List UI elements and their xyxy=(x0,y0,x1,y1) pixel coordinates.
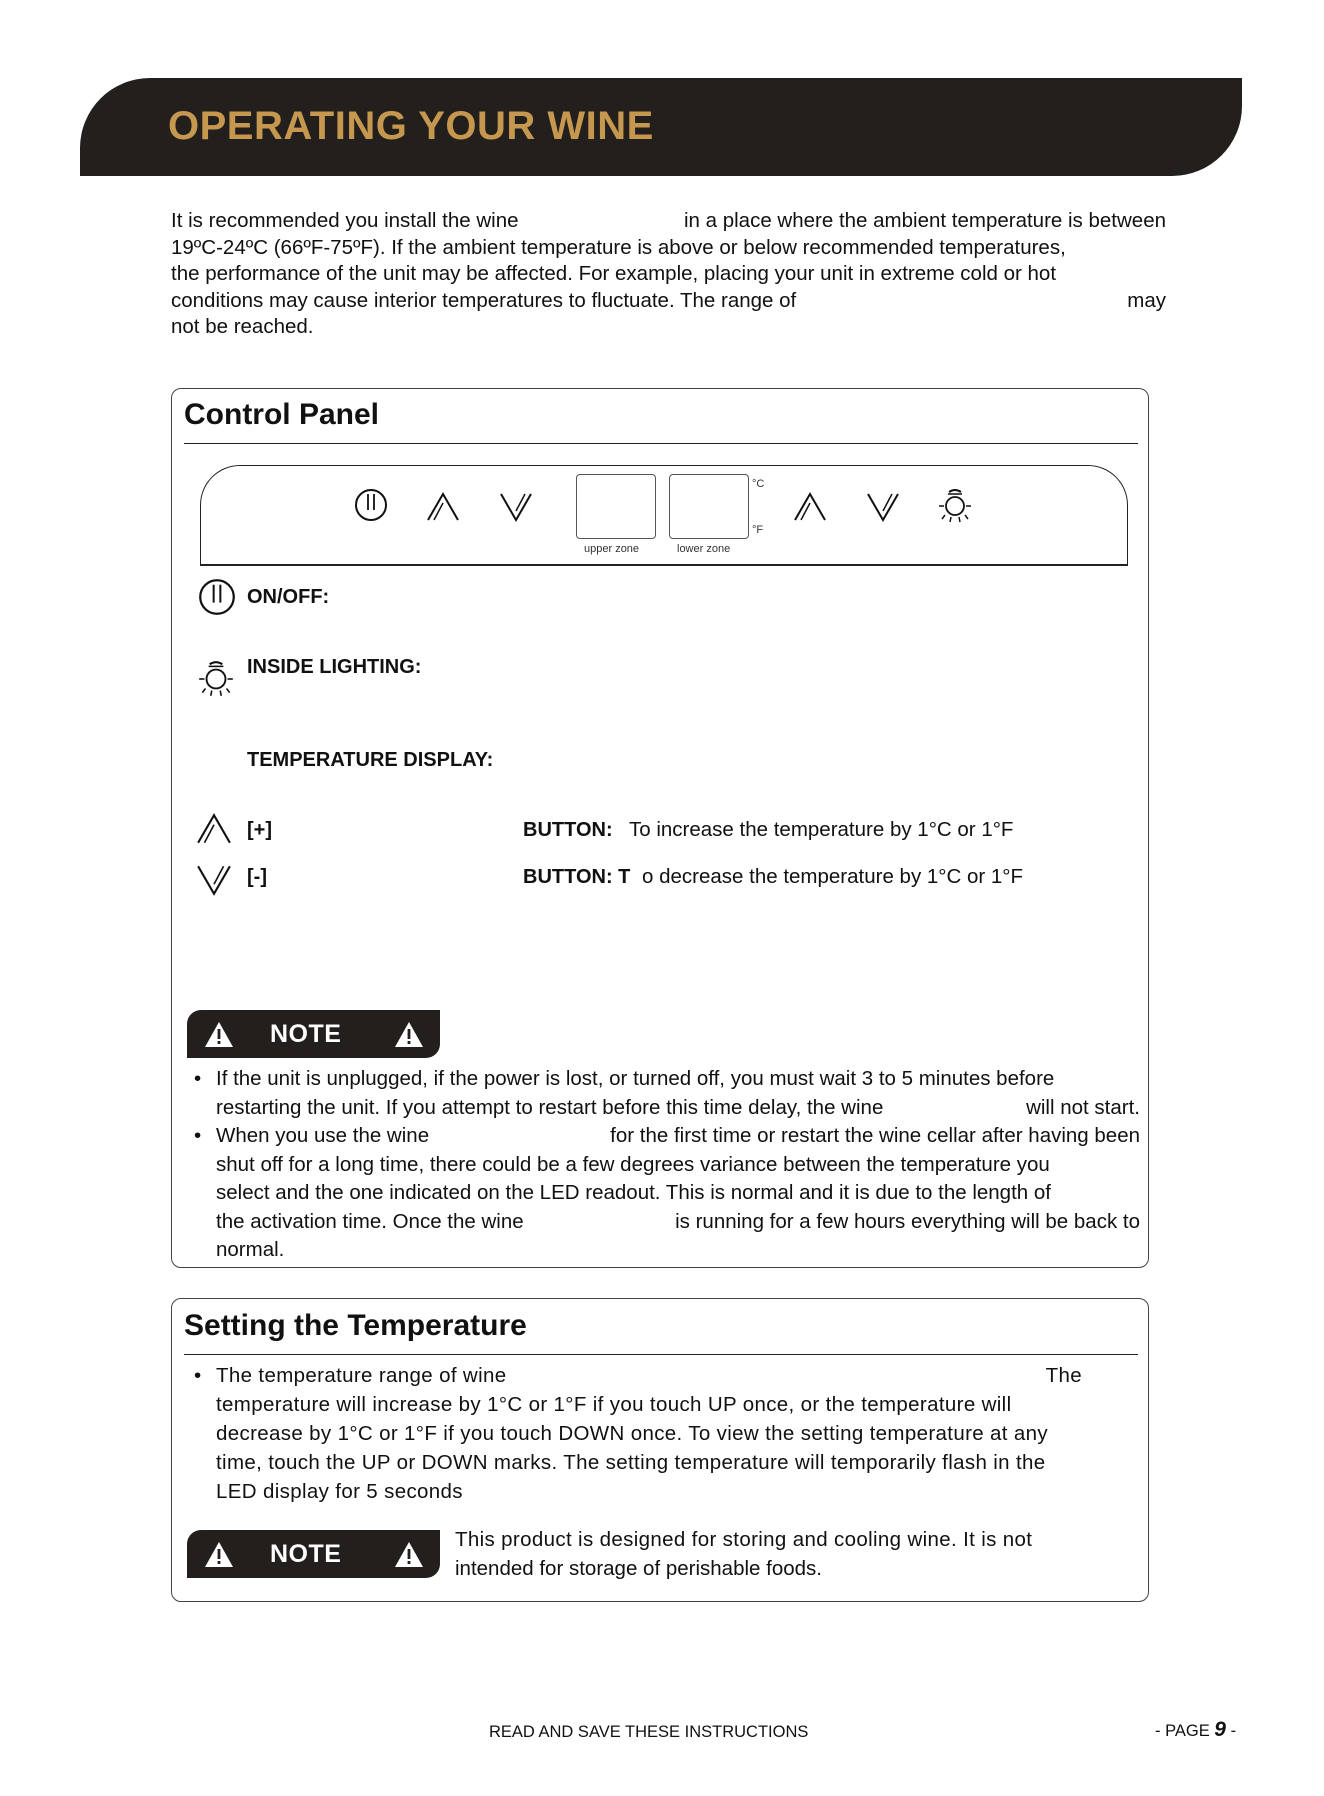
minus-description: o decrease the temperature by 1°C or 1°F xyxy=(642,865,1024,888)
note-label: NOTE xyxy=(270,1539,342,1568)
celsius-label: °C xyxy=(752,478,765,490)
list-item-line: the activation time. Once the wine is running for a few hours everything will be back to xyxy=(216,1209,1140,1233)
warning-icon xyxy=(204,1021,234,1048)
lower-zone-label: lower zone xyxy=(677,543,731,555)
warning-icon xyxy=(204,1541,234,1568)
power-icon xyxy=(198,578,236,616)
list-item: • When you use the wine for the first time or restart the wine cellar after having been xyxy=(194,1124,1140,1147)
intro-line: conditions may cause interior temperatures to fluctuate. The range of may xyxy=(171,288,1166,312)
list-item-line: shut off for a long time, there could be a few degrees variance between the temperature you xyxy=(216,1152,1050,1176)
onoff-label: ON/OFF: xyxy=(247,586,330,608)
footer-instructions: READ AND SAVE THESE INSTRUCTIONS xyxy=(489,1723,809,1741)
plus-description: To increase the temperature by 1°C or 1°F xyxy=(629,818,1014,841)
list-item-line: restarting the unit. If you attempt to restart before this time delay, the wine will not start. xyxy=(216,1095,1140,1119)
note-line: This product is designed for storing and cooling wine. It is not xyxy=(455,1528,1033,1551)
warning-icon xyxy=(394,1021,424,1048)
power-icon[interactable] xyxy=(354,488,388,522)
setting-temperature-rule xyxy=(184,1354,1138,1355)
light-bulb-icon xyxy=(197,659,235,699)
page-number: - PAGE 9 - xyxy=(1155,1718,1237,1741)
list-item-line: time, touch the UP or DOWN marks. The setting temperature will temporarily flash in the xyxy=(216,1451,1046,1474)
lower-zone-display xyxy=(669,474,749,539)
list-item-line: temperature will increase by 1°C or 1°F if you touch UP once, or the temperature will xyxy=(216,1393,1012,1416)
list-item: • If the unit is unplugged, if the power is lost, or turned off, you must wait 3 to 5 minutes before xyxy=(194,1067,1055,1090)
plus-label: [+] xyxy=(247,819,272,841)
up-arrow-icon[interactable] xyxy=(426,492,460,522)
down-arrow-icon[interactable] xyxy=(499,492,533,522)
temperature-display-label: TEMPERATURE DISPLAY: xyxy=(247,749,494,771)
minus-button-word: BUTTON: T xyxy=(523,866,631,888)
control-panel-rule xyxy=(184,443,1138,444)
minus-label: [-] xyxy=(247,866,267,888)
intro-line: the performance of the unit may be affected. For example, placing your unit in extreme cold or hot xyxy=(171,262,1057,285)
down-arrow-icon[interactable] xyxy=(866,492,900,522)
warning-icon xyxy=(394,1541,424,1568)
note-badge xyxy=(187,1010,440,1058)
note-badge xyxy=(187,1530,440,1578)
up-arrow-icon xyxy=(196,812,232,846)
note-label: NOTE xyxy=(270,1019,342,1048)
intro-paragraph xyxy=(171,208,1166,341)
note-bullets xyxy=(194,1065,1140,1265)
page-title: OPERATING YOUR WINE xyxy=(168,104,654,148)
intro-line: not be reached. xyxy=(171,315,314,338)
note-text-block xyxy=(455,1526,1135,1584)
control-panel-illustration xyxy=(200,465,1128,566)
light-bulb-icon[interactable] xyxy=(937,487,973,525)
upper-zone-label: upper zone xyxy=(584,543,640,555)
control-panel-title: Control Panel xyxy=(184,398,380,431)
fahrenheit-label: °F xyxy=(752,524,764,536)
upper-zone-display xyxy=(576,474,656,539)
inside-lighting-label: INSIDE LIGHTING: xyxy=(247,656,422,678)
down-arrow-icon xyxy=(196,863,232,897)
list-item-line: normal. xyxy=(216,1238,285,1261)
note-line: intended for storage of perishable foods. xyxy=(455,1557,822,1580)
setting-temperature-text xyxy=(194,1362,1128,1507)
intro-line: 19ºC-24ºC (66ºF-75ºF). If the ambient temperature is above or below recommended temperatures, xyxy=(171,235,1066,259)
plus-button-word: BUTTON: xyxy=(523,819,613,841)
up-arrow-icon[interactable] xyxy=(793,492,827,522)
setting-temperature-title: Setting the Temperature xyxy=(184,1309,527,1342)
list-item-line: select and the one indicated on the LED readout. This is normal and it is due to the length of xyxy=(216,1181,1051,1204)
list-item-line: LED display for 5 seconds xyxy=(216,1480,463,1503)
list-item: • The temperature range of wine The xyxy=(194,1364,1082,1387)
intro-line: It is recommended you install the wine in a place where the ambient temperature is between xyxy=(171,209,1166,232)
list-item-line: decrease by 1°C or 1°F if you touch DOWN once. To view the setting temperature at any xyxy=(216,1422,1048,1445)
